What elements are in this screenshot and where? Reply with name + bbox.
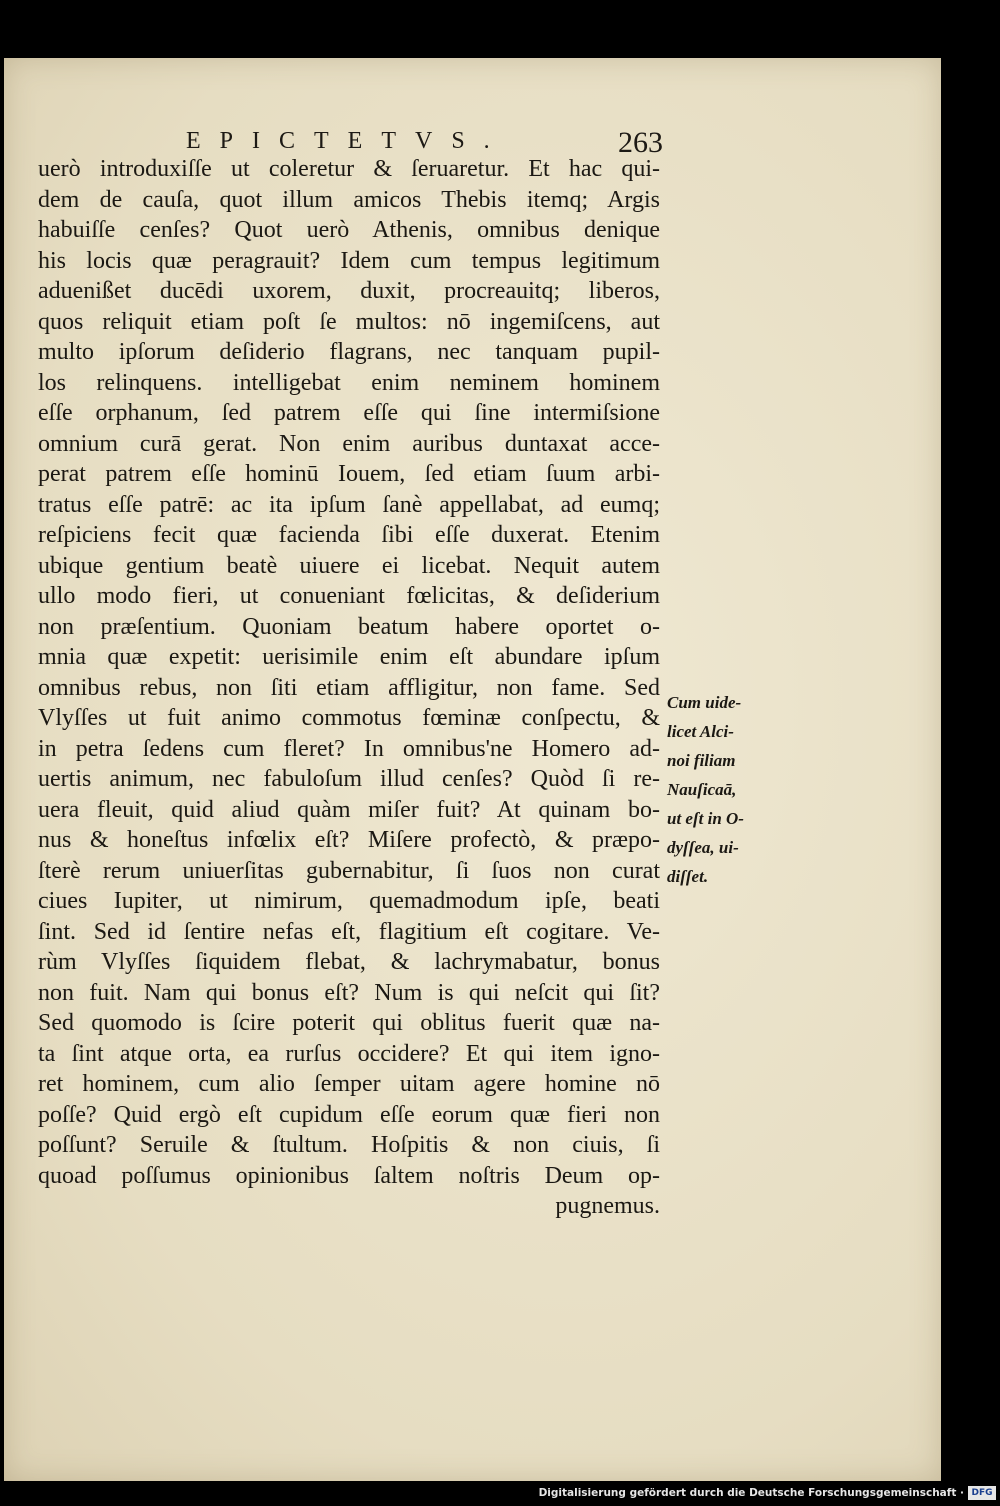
text-line: ret hominem, cum alio ſemper uitam agere homine nō bbox=[38, 1071, 660, 1097]
marginal-note-line: licet Alci- bbox=[667, 722, 734, 741]
marginal-note-line: noi filiam bbox=[667, 751, 736, 770]
text-line-final: pugnemus. bbox=[555, 1193, 660, 1219]
text-line: non fuit. Nam qui bonus eſt? Num is qui neſcit qui ſit? bbox=[38, 979, 660, 1006]
digitization-credit: Digitalisierung gefördert durch die Deutsche Forschungsgemeinschaft · bbox=[538, 1487, 964, 1499]
text-line: ubique gentium beatè uiuere ei licebat. Nequit autem bbox=[38, 552, 660, 579]
text-line: non præſentium. Quoniam beatum habere oportet o- bbox=[38, 613, 660, 640]
marginal-note bbox=[667, 688, 777, 891]
marginal-note-line: Cum uide- bbox=[667, 693, 742, 712]
text-line: reſpiciens fecit quæ facienda ſibi eſſe duxerat. Etenim bbox=[38, 522, 660, 548]
text-line: quos reliquit etiam poſt ſe multos: nō ingemiſcens, aut bbox=[38, 308, 660, 335]
text-line: quoad poſſumus opinionibus ſaltem noſtris Deum op- bbox=[38, 1162, 660, 1189]
text-line: rùm Vlyſſes ſiquidem flebat, & lachrymabatur, bonus bbox=[38, 949, 660, 975]
text-line: dem de cauſa, quot illum amicos Thebis itemq; Argis bbox=[38, 186, 660, 213]
text-line: ta ſint atque orta, ea rurſus occidere? Et qui item igno- bbox=[38, 1040, 660, 1067]
text-line: uerò introduxiſſe ut coleretur & ſeruaretur. Et hac qui- bbox=[38, 156, 660, 182]
text-line: aduenißet ducēdi uxorem, duxit, procreauitq; liberos, bbox=[38, 278, 660, 304]
text-line: uera fleuit, quid aliud quàm miſer fuit? At quinam bo- bbox=[38, 796, 660, 823]
text-line: Sed quomodo is ſcire poterit qui oblitus fuerit quæ na- bbox=[38, 1010, 660, 1036]
text-line: habuiſſe cenſes? Quot uerò Athenis, omnibus denique bbox=[38, 217, 660, 243]
text-line: ſterè rerum uniuerſitas gubernabitur, ſi ſuos non curat bbox=[38, 857, 660, 884]
text-line: mnia quæ expetit: uerisimile enim eſt abundare ipſum bbox=[38, 644, 660, 670]
running-title: EPICTETVS. bbox=[186, 128, 509, 154]
text-line: ſint. Sed id ſentire nefas eſt, flagitium eſt cogitare. Ve- bbox=[38, 918, 660, 945]
text-line: in petra ſedens cum fleret? In omnibus'ne Homero ad- bbox=[38, 735, 660, 762]
text-line: perat patrem eſſe hominū Iouem, ſed etiam ſuum arbi- bbox=[38, 461, 660, 487]
marginal-note-line: Nauſicaā, bbox=[667, 780, 737, 799]
text-line: nus & honeſtus infœlix eſt? Miſere profectò, & præpo- bbox=[38, 827, 660, 853]
text-line: eſſe orphanum, ſed patrem eſſe qui ſine intermiſsione bbox=[38, 400, 660, 426]
text-line: poſſe? Quid ergò eſt cupidum eſſe eorum quæ fieri non bbox=[38, 1101, 660, 1128]
text-line: his locis quæ peragrauit? Idem cum tempus legitimum bbox=[38, 247, 660, 274]
page-number: 263 bbox=[618, 126, 663, 159]
text-line: ullo modo fieri, ut conueniant fœlicitas, & deſiderium bbox=[38, 583, 660, 609]
marginal-note-line: dyſſea, ui- bbox=[667, 838, 739, 857]
marginal-note-line: diſſet. bbox=[667, 867, 709, 886]
body-text bbox=[38, 154, 660, 1222]
text-line: uertis animum, nec fabuloſum illud cenſes? Quòd ſi re- bbox=[38, 766, 660, 792]
text-line: omnium curā gerat. Non enim auribus duntaxat acce- bbox=[38, 430, 660, 457]
text-line: Vlyſſes ut fuit animo commotus fœminæ conſpectu, & bbox=[38, 705, 660, 731]
text-line: omnibus rebus, non ſiti etiam affligitur, non fame. Sed bbox=[38, 674, 660, 701]
text-line: ciues Iupiter, ut nimirum, quemadmodum ipſe, beati bbox=[38, 888, 660, 914]
text-line: multo ipſorum deſiderio flagrans, nec tanquam pupil- bbox=[38, 339, 660, 365]
marginal-note-line: ut eſt in O- bbox=[667, 809, 744, 828]
text-line: poſſunt? Seruile & ſtultum. Hoſpitis & non ciuis, ſi bbox=[38, 1132, 660, 1158]
dfg-logo: DFG bbox=[968, 1486, 996, 1500]
text-line: los relinquens. intelligebat enim neminem hominem bbox=[38, 369, 660, 396]
text-line: tratus eſſe patrē: ac ita ipſum ſanè appellabat, ad eumq; bbox=[38, 491, 660, 518]
